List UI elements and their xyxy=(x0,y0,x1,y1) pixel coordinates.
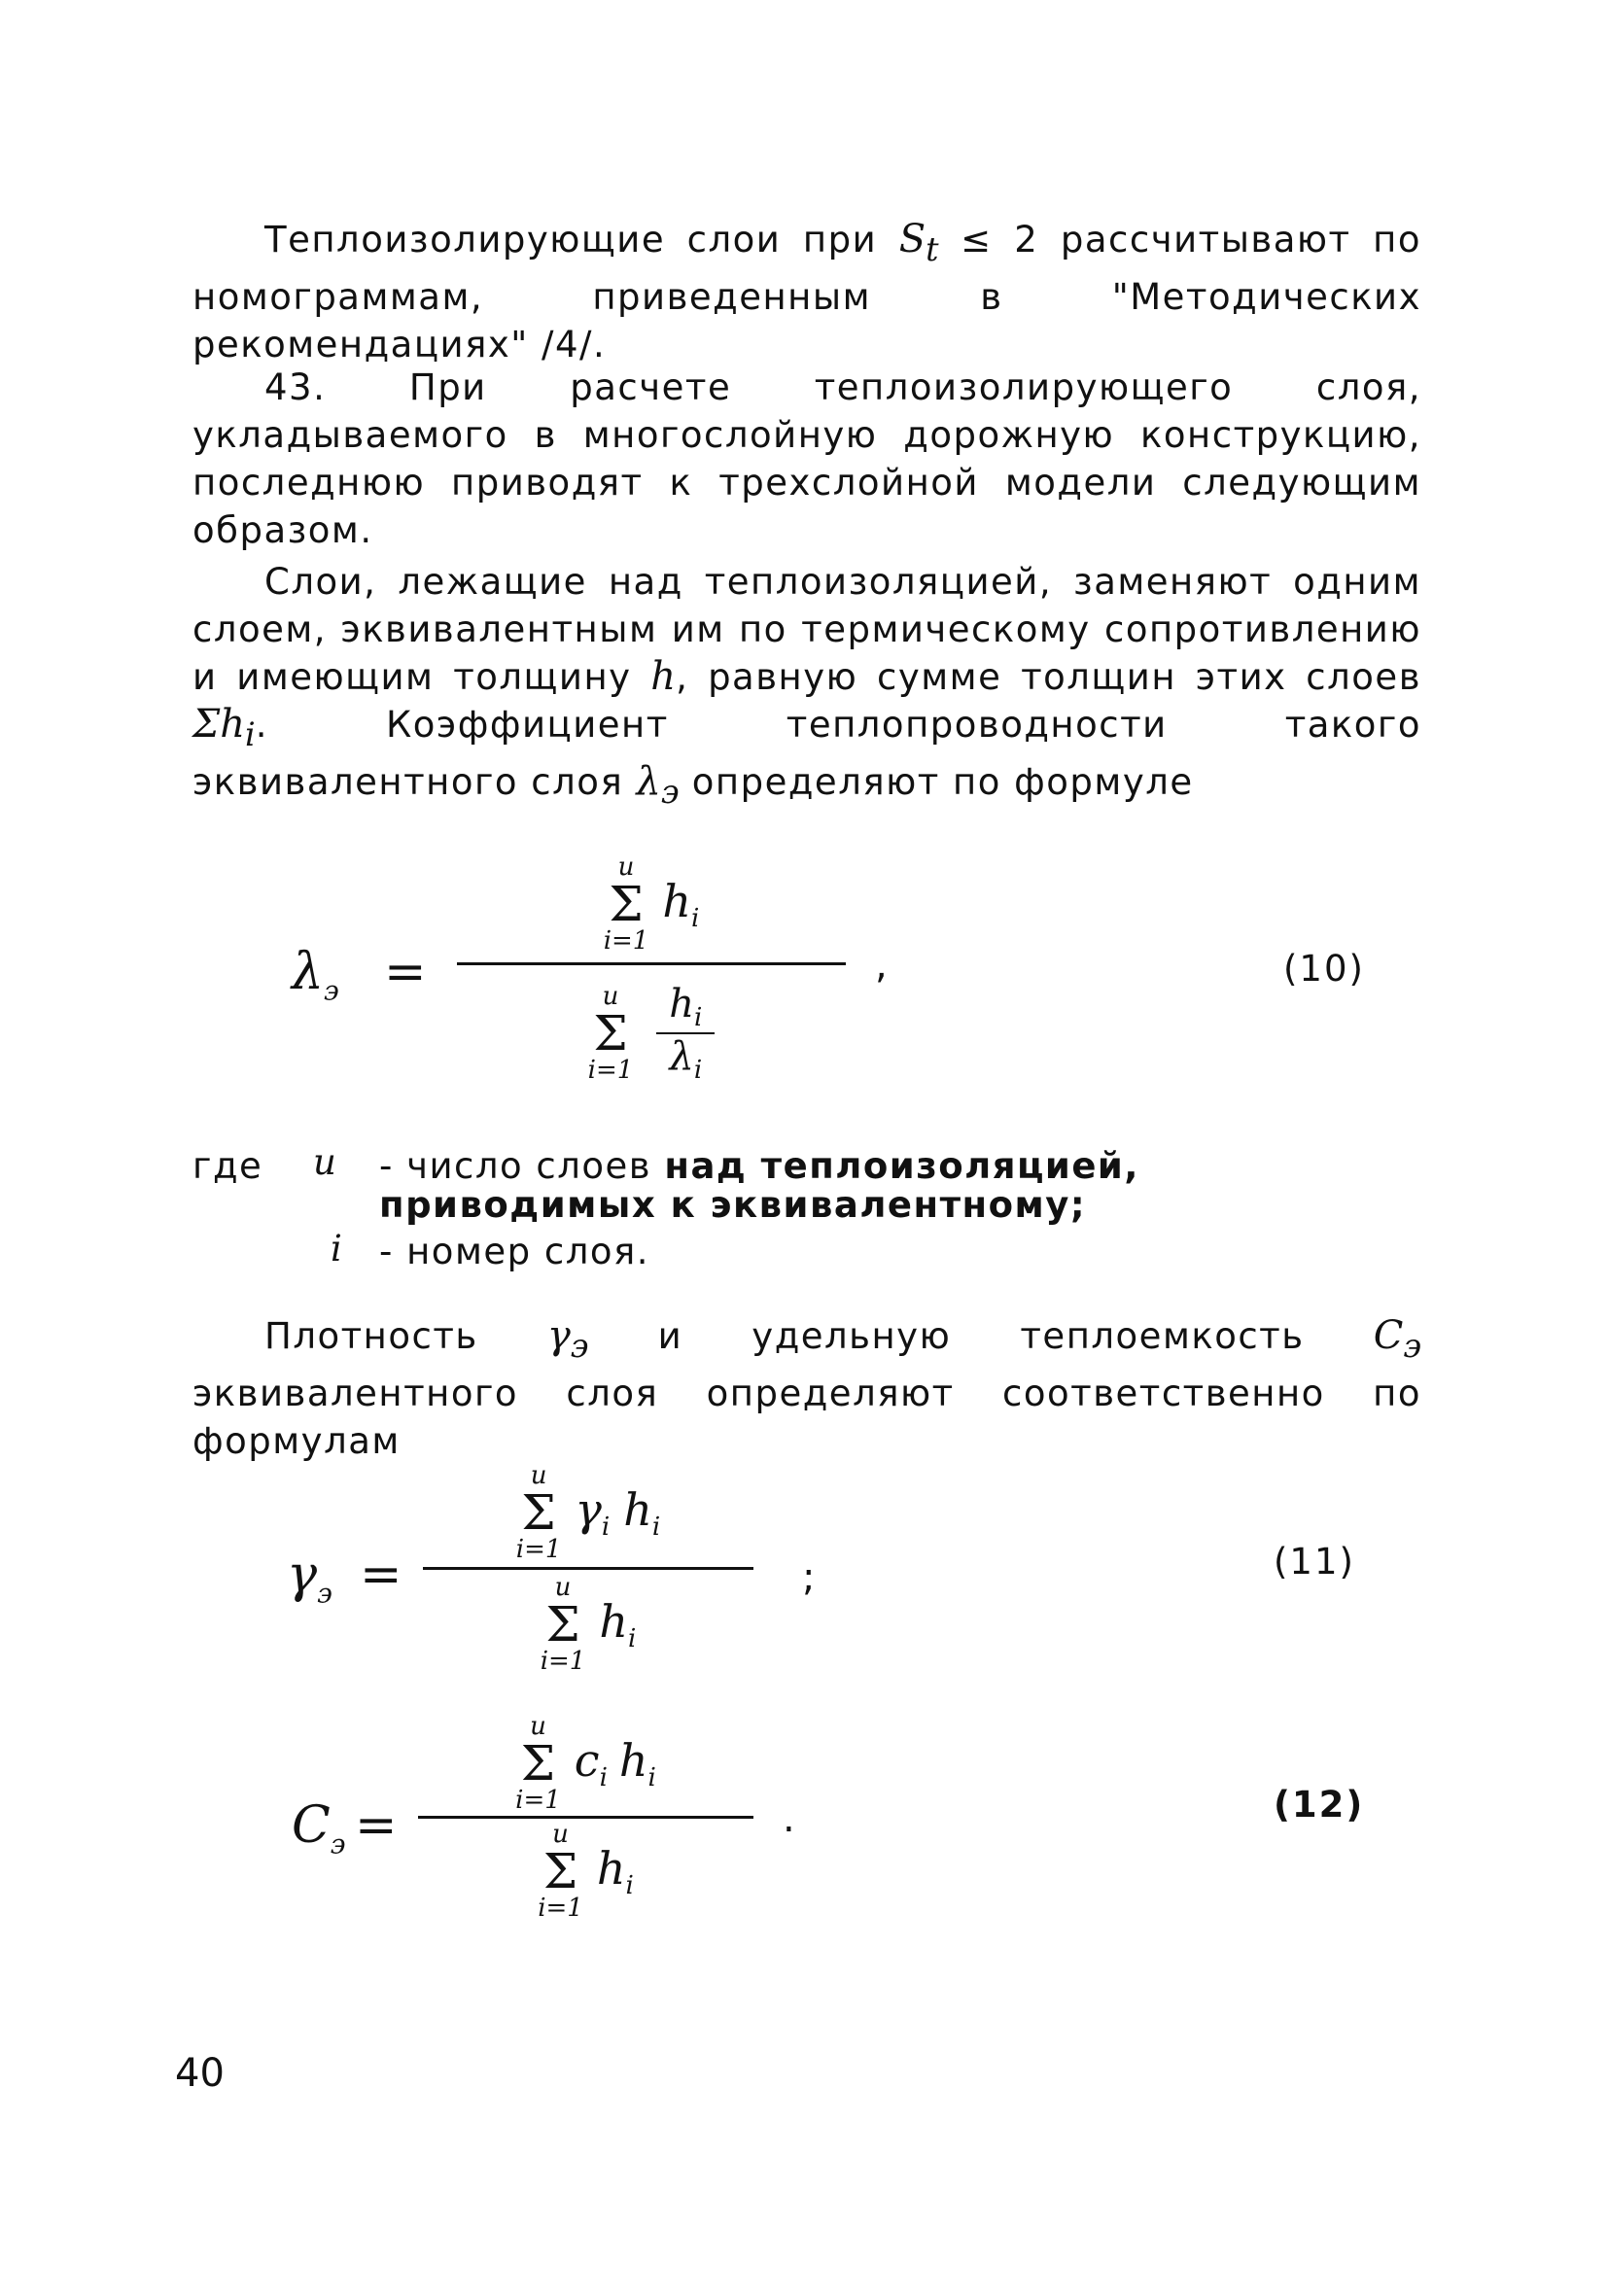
formula-10-comma: , xyxy=(875,943,888,988)
symbol-sum-h: $\Sigma h_i$ xyxy=(192,702,256,753)
where-u-symbol: u xyxy=(313,1141,338,1183)
formula-10-denominator: u Σ i=1 $\frac{h_i}{\lambda_i}$ xyxy=(588,965,716,1101)
where-i-symbol: i xyxy=(331,1228,344,1270)
page-number: 40 xyxy=(175,2051,225,2096)
symbol-c: $C_э$ xyxy=(1373,1313,1421,1365)
formula-12-denominator: u Σ i=1 $h_i$ xyxy=(538,1820,634,1923)
symbol-gamma: $\gamma_э$ xyxy=(546,1313,589,1365)
paragraph-2: 43. При расчете теплоизолирующего слоя, укладываемого в многослойную дорожную конструкцию, последнюю приводят к трехслойной модели следующим образом. xyxy=(192,366,1421,551)
equation-number-12: (12) xyxy=(1274,1784,1365,1826)
formula-11-numerator: u Σ i=1 $\gamma_i$ $h_i$ xyxy=(515,1461,661,1564)
formula-12-equals: = xyxy=(355,1796,398,1855)
equation-number-10: (10) xyxy=(1283,948,1365,990)
symbol-lambda: $\lambda_э$ xyxy=(636,759,680,811)
paragraph-3: Слои, лежащие над теплоизоляцией, заменяют одним слоем, эквивалентным им по термическому сопротивлению и имеющим толщину h, равную сумме толщин этих слоев $\Sigma h_i$. Коэффициент теплопроводности такого эквивалентного слоя $\lambda_э$ определяют по формуле xyxy=(192,561,1421,811)
formula-10-equals: = xyxy=(384,943,427,1001)
formula-11-equals: = xyxy=(360,1546,402,1604)
symbol-s: $S_t$ xyxy=(898,217,939,268)
formula-11-denominator: u Σ i=1 $h_i$ xyxy=(540,1573,637,1676)
formula-11-lhs: $\gamma_э$ xyxy=(287,1546,332,1610)
symbol-h: h xyxy=(650,654,677,699)
where-label: где xyxy=(192,1145,263,1187)
where-u-description: - число слоев над теплоизоляцией, приводимых к эквивалентному; xyxy=(379,1145,1139,1226)
formula-10-fraction xyxy=(457,846,846,1101)
formula-11-semicolon: ; xyxy=(802,1555,816,1600)
formula-12-fraction xyxy=(418,1711,753,1924)
formula-12-period: . xyxy=(783,1796,795,1841)
formula-12-numerator: u Σ i=1 $c_i$ $h_i$ xyxy=(515,1712,656,1815)
equation-number-11: (11) xyxy=(1274,1541,1355,1583)
paragraph-4: Плотность $\gamma_э$ и удельную теплоемкость $C_э$ эквивалентного слоя определяют соответственно по формулам xyxy=(192,1313,1421,1462)
formula-12-lhs: $C_э$ xyxy=(292,1796,346,1861)
formula-11-fraction xyxy=(423,1458,753,1679)
formula-10-numerator: u Σ i=1 $h_i$ xyxy=(603,852,700,956)
formula-10-lhs: $\lambda_э$ xyxy=(292,943,339,1007)
paragraph-1: Теплоизолирующие слои при $S_t \le 2$ рассчитывают по номограммам, приведенным в "Методических рекомендациях" /4/. xyxy=(192,217,1422,365)
where-i-description: - номер слоя. xyxy=(379,1231,650,1272)
